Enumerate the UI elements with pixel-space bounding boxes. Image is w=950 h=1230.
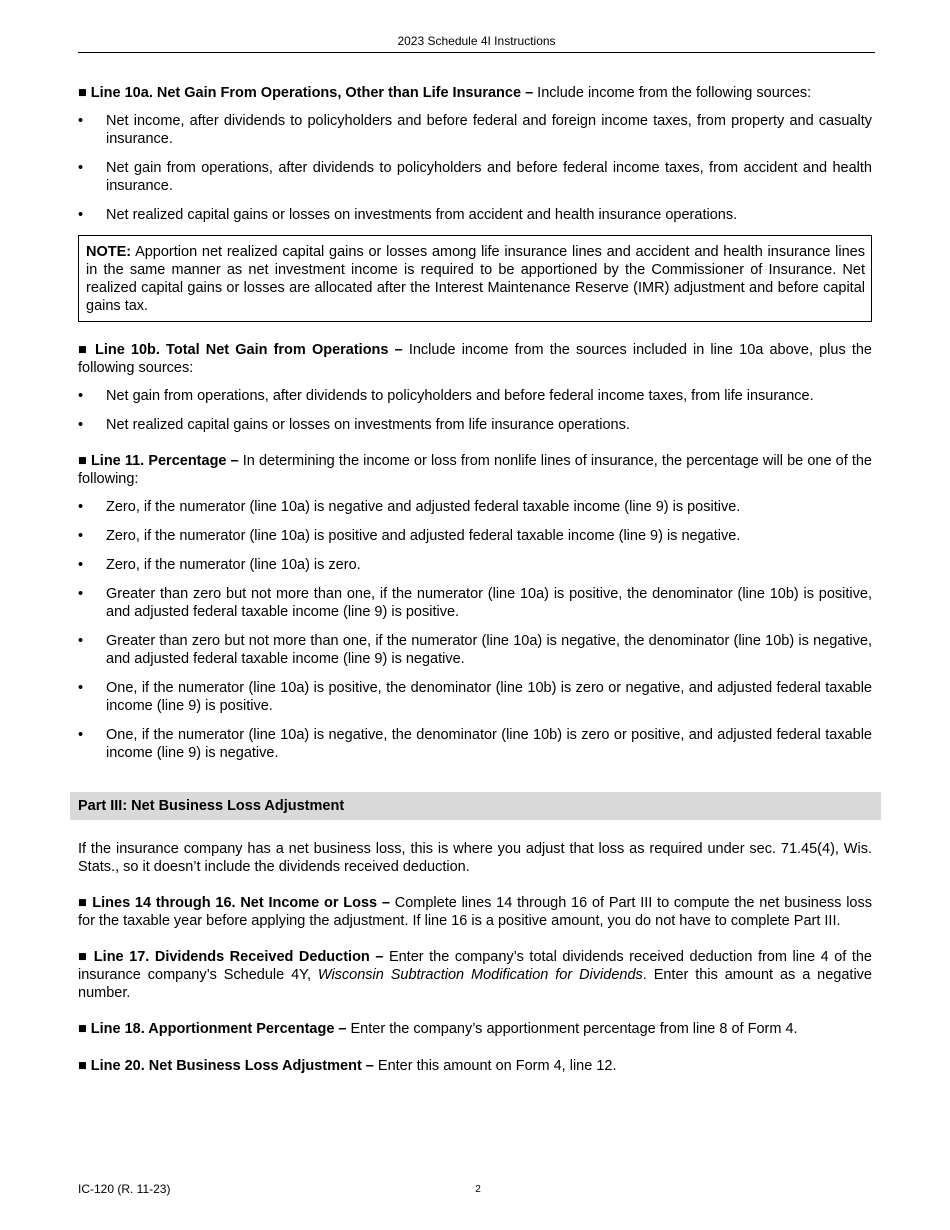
bullet-icon: • (78, 160, 84, 176)
list-item: • Net income, after dividends to policyholders and before federal and foreign income taxes, from property and casualty insurance. (78, 113, 872, 147)
line-10a-paragraph (78, 84, 872, 102)
line-10a-bullet-list (78, 112, 872, 224)
line-10b-paragraph (78, 341, 872, 377)
list-item: • Greater than zero but not more than one, if the numerator (line 10a) is positive, the denominator (line 10b) is positive, and adjusted federal taxable income (line 9) is positive. (78, 586, 872, 620)
line-11-text: In determining the income or loss from nonlife lines of insurance, the percentage will be one of the following: (78, 453, 872, 487)
bullet-icon: • (78, 633, 84, 649)
page-header: 2023 Schedule 4I Instructions (78, 33, 875, 53)
bullet-icon: • (78, 388, 84, 404)
lines-14-16-heading: ■ Lines 14 through 16. Net Income or Loss – (78, 895, 390, 911)
line-20-text: Enter this amount on Form 4, line 12. (373, 1058, 617, 1074)
list-item: • Zero, if the numerator (line 10a) is zero. (78, 557, 361, 573)
note-label: NOTE: (86, 244, 132, 260)
bullet-icon: • (78, 207, 84, 223)
form-id: IC-120 (R. 11-23) (78, 1182, 171, 1196)
bullet-icon: • (78, 499, 84, 515)
bullet-icon: • (78, 417, 84, 433)
list-item: • Net gain from operations, after dividends to policyholders and before federal income taxes, from accident and health insurance. (78, 160, 872, 194)
bullet-icon: • (78, 586, 84, 602)
bullet-icon: • (78, 113, 84, 129)
line-17-heading: ■ Line 17. Dividends Received Deduction – (78, 949, 384, 965)
line-10a-heading: ■ Line 10a. Net Gain From Operations, Other than Life Insurance – (78, 85, 534, 101)
note-text: Apportion net realized capital gains or losses among life insurance lines and accident and health insurance lines in the same manner as net investment income is required to be apportioned by the Commissioner of Insurance. Net realized capital gains or losses are allocated after the Interest Maintenance Reserve (IMR) adjustment and before capital gains tax. (86, 244, 865, 314)
line-10b-text: Include income from the sources included in line 10a above, plus the following sources: (78, 342, 872, 376)
list-item: • Zero, if the numerator (line 10a) is positive and adjusted federal taxable income (line 9) is negative. (78, 528, 741, 544)
bullet-icon: • (78, 528, 84, 544)
line-10a-text: Include income from the following sources: (533, 85, 812, 101)
bullet-icon: • (78, 557, 84, 573)
list-item: • Net gain from operations, after dividends to policyholders and before federal income taxes, from life insurance. (78, 388, 814, 404)
list-item: • Zero, if the numerator (line 10a) is negative and adjusted federal taxable income (line 9) is positive. (78, 499, 741, 515)
line-18-paragraph (78, 1020, 872, 1038)
line-11-heading: ■ Line 11. Percentage – (78, 453, 239, 469)
instructions-body (78, 84, 872, 1075)
note-box (78, 235, 872, 322)
line-20-paragraph (78, 1057, 872, 1075)
line-18-heading: ■ Line 18. Apportionment Percentage – (78, 1021, 347, 1037)
lines-14-16-paragraph (78, 894, 872, 930)
line-10b-bullet-list (78, 387, 872, 434)
page-number: 2 (475, 1184, 481, 1195)
bullet-icon: • (78, 680, 84, 696)
list-item: • One, if the numerator (line 10a) is negative, the denominator (line 10b) is zero or positive, and adjusted federal taxable income (line 9) is negative. (78, 727, 872, 761)
list-item: • Greater than zero but not more than one, if the numerator (line 10a) is negative, the denominator (line 10b) is negative, and adjusted federal taxable income (line 9) is negative. (78, 633, 872, 667)
line-11-bullet-list (78, 498, 872, 762)
line-17-paragraph: ■ Line 17. Dividends Received Deduction – Enter the company’s total dividends received deduction from line 4 of the insurance company’s Schedule 4Y, Wisconsin Subtraction Modification for Dividends. Enter this amount as a negative number. (78, 949, 872, 1001)
line-11-paragraph (78, 452, 872, 488)
list-item: • Net realized capital gains or losses on investments from life insurance operations. (78, 417, 630, 433)
line-18-text: Enter the company’s apportionment percentage from line 8 of Form 4. (346, 1021, 798, 1037)
list-item: • Net realized capital gains or losses on investments from accident and health insurance operations. (78, 207, 738, 223)
lines-14-16-text: Complete lines 14 through 16 of Part III to compute the net business loss for the taxable year before applying the adjustment. If line 16 is a positive amount, you do not have to complete Part III. (78, 895, 872, 929)
bullet-icon: • (78, 727, 84, 743)
schedule-4y-title: Wisconsin Subtraction Modification for Dividends (317, 967, 643, 983)
line-20-heading: ■ Line 20. Net Business Loss Adjustment – (78, 1058, 374, 1074)
part-3-heading: Part III: Net Business Loss Adjustment (70, 792, 881, 820)
list-item: • One, if the numerator (line 10a) is positive, the denominator (line 10b) is zero or negative, and adjusted federal taxable income (line 9) is positive. (78, 680, 872, 714)
line-10b-heading: ■ Line 10b. Total Net Gain from Operations – (78, 342, 403, 358)
part-3-intro: If the insurance company has a net business loss, this is where you adjust that loss as required under sec. 71.45(4), Wis. Stats., so it doesn’t include the dividends received deduction. (78, 841, 872, 875)
